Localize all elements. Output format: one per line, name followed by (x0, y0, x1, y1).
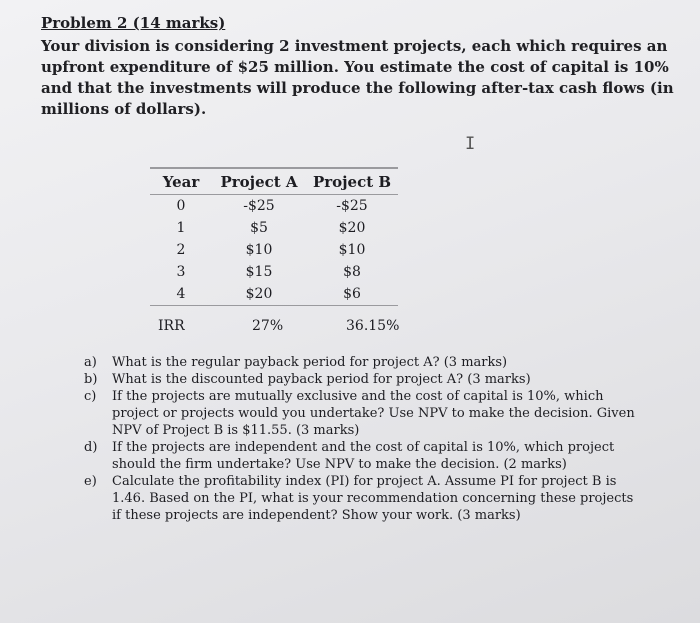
question-letter: d) (84, 440, 98, 455)
table-row (150, 239, 398, 261)
question-letter: a) (84, 355, 97, 370)
cash-flow-table (150, 167, 398, 306)
year-cell: 1 (176, 220, 186, 236)
table-row (150, 217, 398, 239)
question-text: Calculate the profitability index (PI) for project A. Assume PI for project B is 1.46. Based on the PI, what is your recommendation concerning these projects if these projects are independent? Show your work. (3 marks) (112, 474, 634, 523)
question-list (84, 354, 644, 524)
question-item-d (84, 439, 644, 473)
column-header-project-a: Project A (212, 168, 306, 195)
project-a-cell: $5 (250, 220, 268, 236)
question-item-c (84, 388, 644, 439)
project-b-cell: $6 (306, 283, 398, 306)
project-a-cell: $10 (245, 242, 273, 258)
text-cursor-icon: I (465, 134, 476, 154)
question-text: What is the discounted payback period for project A? (3 marks) (112, 372, 531, 387)
problem-heading: Problem 2 (14 marks) (41, 14, 226, 32)
project-b-cell: $10 (338, 242, 366, 258)
question-item-e (84, 473, 644, 524)
year-cell: 3 (176, 264, 186, 280)
project-b-cell: $8 (343, 264, 361, 280)
year-cell: 0 (176, 198, 186, 214)
column-header-year: Year (150, 168, 212, 195)
table-row (150, 261, 398, 283)
irr-project-a: 27% (252, 318, 284, 334)
project-b-cell: -$25 (336, 198, 368, 214)
question-letter: e) (84, 474, 97, 489)
question-text: What is the regular payback period for project A? (3 marks) (112, 355, 508, 370)
question-letter: c) (84, 389, 97, 404)
table-row (150, 283, 398, 306)
problem-intro: Your division is considering 2 investment projects, each which requires an upfront expenditure of $25 million. You estimate the cost of capital is 10% and that the investments will produce the following after-tax cash flows (in millions of dollars). (41, 37, 674, 118)
year-cell: 2 (176, 242, 186, 258)
table-header-row (150, 168, 398, 195)
question-letter: b) (84, 372, 98, 387)
question-item-b (84, 371, 644, 388)
irr-label: IRR (158, 318, 185, 334)
irr-project-b: 36.15% (346, 318, 400, 334)
question-text: If the projects are mutually exclusive and the cost of capital is 10%, which project or projects would you undertake? Use NPV to make the decision. Given NPV of Project B is $11.55. (3 marks) (112, 389, 635, 438)
column-header-project-b: Project B (306, 168, 398, 195)
project-a-cell: $20 (212, 283, 306, 306)
project-a-cell: $15 (245, 264, 273, 280)
table-row (150, 195, 398, 218)
year-cell: 4 (150, 283, 212, 306)
question-text: If the projects are independent and the cost of capital is 10%, which project should the firm undertake? Use NPV to make the decision. (2 marks) (112, 440, 615, 472)
project-b-cell: $20 (338, 220, 366, 236)
project-a-cell: -$25 (243, 198, 275, 214)
question-item-a (84, 354, 644, 371)
